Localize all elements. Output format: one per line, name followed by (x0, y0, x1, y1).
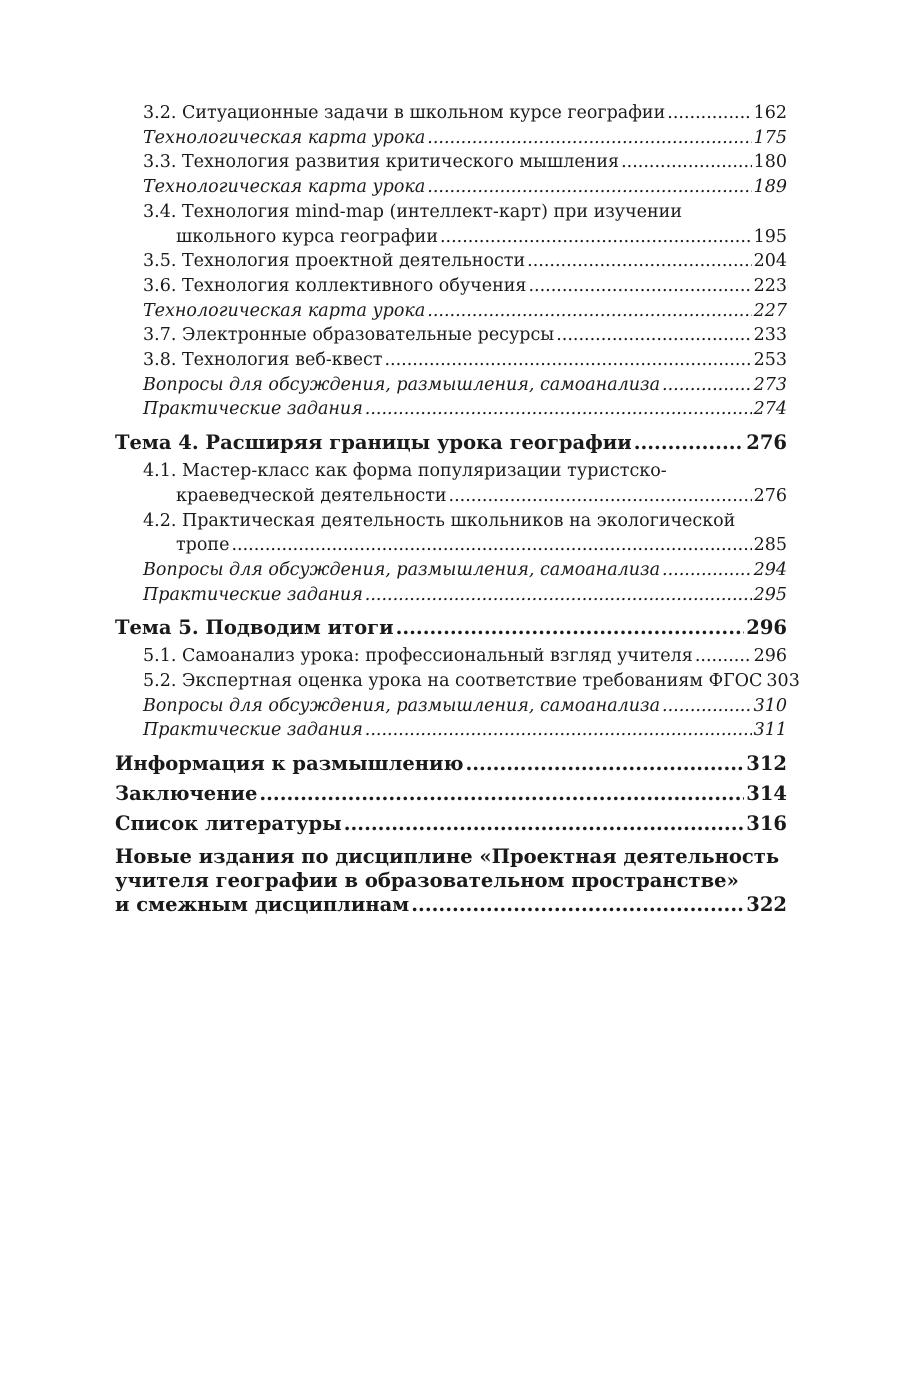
entry-page: 285 (753, 535, 787, 556)
dot-leader (427, 299, 751, 324)
entry-title: Список литературы (115, 812, 342, 836)
entry-title: Практические задания (143, 399, 363, 420)
entry-title: 5.2. Экспертная оценка урока на соответствие требованиям ФГОС (143, 671, 763, 692)
entry-page: 296 (746, 616, 787, 640)
toc-entry-tech-map-3[interactable] (115, 299, 787, 324)
entry-title-line2: краеведческой деятельности (176, 485, 447, 506)
dot-leader (667, 101, 751, 126)
dot-leader (621, 150, 752, 175)
entry-title: 3.7. Электронные образовательные ресурсы (143, 325, 555, 346)
entry-title: Информация к размышлению (115, 752, 464, 776)
dot-leader (344, 809, 745, 839)
entry-title: Вопросы для обсуждения, размышления, самоанализа (143, 374, 661, 395)
entry-title-line2: школьного курса географии (176, 226, 438, 247)
toc-entry-tasks-4[interactable] (115, 583, 787, 608)
toc-topic-4[interactable] (115, 429, 787, 457)
entry-title: Вопросы для обсуждения, размышления, самоанализа (143, 695, 661, 716)
entry-page: 310 (753, 695, 787, 716)
dot-leader (231, 533, 751, 558)
entry-page: 311 (753, 720, 787, 741)
toc-entry-questions-5[interactable] (115, 694, 787, 719)
entry-page: 223 (753, 275, 787, 296)
entry-page: 180 (753, 152, 787, 173)
entry-title: 3.8. Технология веб-квест (143, 350, 383, 371)
entry-continuation (115, 484, 787, 509)
toc-entry-3-4[interactable] (115, 200, 787, 249)
toc-entry-3-8[interactable] (115, 348, 787, 373)
table-of-contents (115, 101, 800, 917)
entry-continuation (115, 533, 787, 558)
dot-leader (634, 429, 745, 457)
entry-title-line2: тропе (176, 535, 230, 556)
dot-leader (365, 397, 752, 422)
dot-leader (695, 644, 752, 669)
entry-page: 274 (753, 399, 787, 420)
toc-entry-3-2[interactable] (115, 101, 787, 126)
entry-title: 3.3. Технология развития критического мышления (143, 152, 620, 173)
entry-page: 227 (753, 300, 787, 321)
dot-leader (365, 718, 752, 743)
entry-page: 204 (753, 251, 787, 272)
entry-page: 175 (753, 127, 787, 148)
entry-page: 296 (753, 646, 787, 667)
toc-entry-3-7[interactable] (115, 323, 787, 348)
entry-page: 303 (766, 671, 800, 692)
dot-leader (662, 558, 752, 583)
entry-page: 195 (753, 226, 787, 247)
toc-section-info[interactable] (115, 749, 787, 779)
entry-title: Технологическая карта урока (143, 127, 426, 148)
dot-leader (662, 694, 752, 719)
toc-entry-3-5[interactable] (115, 249, 787, 274)
entry-page: 314 (746, 782, 787, 806)
dot-leader (662, 373, 752, 398)
entry-title: 5.1. Самоанализ урока: профессиональный взгляд учителя (143, 646, 693, 667)
entry-page: 322 (746, 893, 787, 917)
dot-leader (427, 175, 751, 200)
entry-page: 189 (753, 177, 787, 198)
toc-entry-tech-map-2[interactable] (115, 175, 787, 200)
entry-page: 253 (753, 350, 787, 371)
dot-leader (527, 249, 751, 274)
dot-leader (528, 274, 751, 299)
entry-title: Практические задания (143, 584, 363, 605)
dot-leader (465, 749, 744, 779)
toc-entry-3-3[interactable] (115, 150, 787, 175)
entry-page: 233 (753, 325, 787, 346)
toc-entry-tech-map-1[interactable] (115, 126, 787, 151)
dot-leader (427, 126, 751, 151)
toc-entry-tasks-5[interactable] (115, 718, 787, 743)
entry-page: 162 (753, 103, 787, 123)
toc-entry-tasks-3[interactable] (115, 397, 787, 422)
toc-entry-questions-4[interactable] (115, 558, 787, 583)
entry-title: Технологическая карта урока (143, 177, 426, 198)
entry-title: Технологическая карта урока (143, 300, 426, 321)
dot-leader (440, 225, 752, 250)
toc-section-conclusion[interactable] (115, 779, 787, 809)
entry-page: 312 (746, 752, 787, 776)
toc-entry-4-2[interactable] (115, 509, 787, 558)
entry-title-line1: Новые издания по дисциплине «Проектная деятельность (115, 845, 780, 869)
dot-leader (449, 484, 752, 509)
entry-continuation (115, 225, 787, 250)
toc-section-new-editions[interactable] (115, 845, 787, 917)
toc-entry-5-1[interactable] (115, 644, 787, 669)
entry-page: 276 (753, 485, 787, 506)
toc-entry-4-1[interactable] (115, 459, 787, 508)
entry-title-line1: 4.2. Практическая деятельность школьников на экологической (143, 510, 736, 531)
entry-title: Тема 4. Расширяя границы урока географии (115, 431, 632, 455)
entry-page: 273 (753, 374, 787, 395)
entry-page: 294 (753, 559, 787, 580)
entry-title-line3: и смежным дисциплинам (115, 893, 410, 917)
entry-continuation (115, 893, 787, 917)
dot-leader (411, 893, 744, 917)
entry-title: Тема 5. Подводим итоги (115, 616, 394, 640)
entry-title: Вопросы для обсуждения, размышления, самоанализа (143, 559, 661, 580)
entry-title: Заключение (115, 782, 258, 806)
dot-leader (259, 779, 744, 809)
toc-entry-3-6[interactable] (115, 274, 787, 299)
toc-section-references[interactable] (115, 809, 787, 839)
entry-page: 316 (746, 812, 787, 836)
toc-entry-questions-3[interactable] (115, 373, 787, 398)
dot-leader (556, 323, 751, 348)
entry-title: 3.2. Ситуационные задачи в школьном курсе географии (143, 103, 666, 123)
dot-leader (384, 348, 751, 373)
toc-entry-5-2[interactable] (115, 669, 800, 694)
dot-leader (365, 583, 752, 608)
entry-title: 3.6. Технология коллективного обучения (143, 275, 527, 296)
entry-page: 295 (753, 584, 787, 605)
toc-topic-5[interactable] (115, 614, 787, 642)
dot-leader (396, 614, 745, 642)
entry-title-line2: учителя географии в образовательном пространстве» (115, 869, 739, 893)
entry-title-line1: 4.1. Мастер-класс как форма популяризации туристско- (143, 461, 667, 482)
entry-page: 276 (746, 431, 787, 455)
entry-title-line1: 3.4. Технология mind-map (интеллект-карт) при изучении (143, 201, 682, 222)
entry-title: Практические задания (143, 720, 363, 741)
entry-title: 3.5. Технология проектной деятельности (143, 251, 526, 272)
